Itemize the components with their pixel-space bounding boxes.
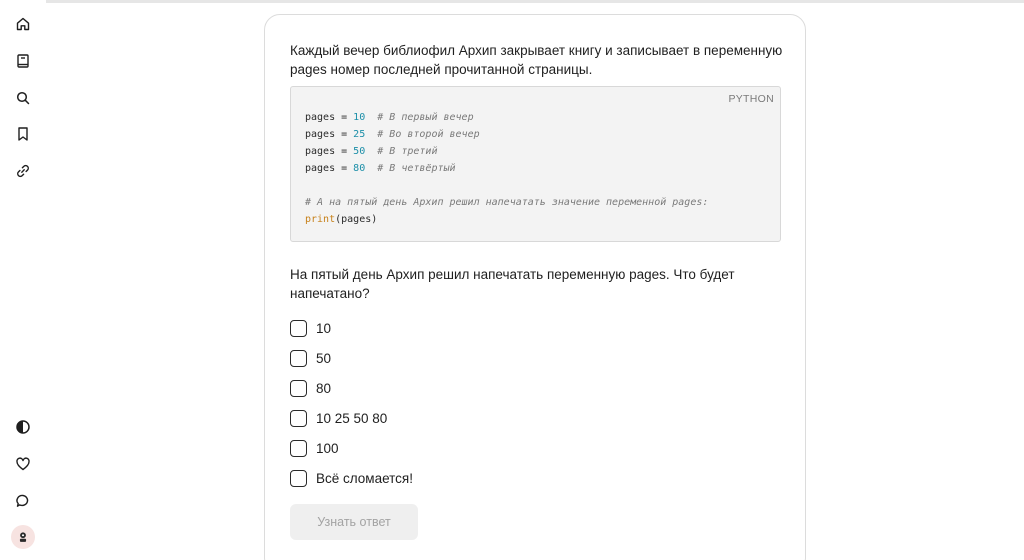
code-print-line: print(pages)	[305, 214, 378, 225]
option-4[interactable]	[290, 408, 387, 428]
link-icon[interactable]	[11, 159, 35, 183]
checkbox[interactable]	[290, 470, 307, 487]
search-icon[interactable]	[11, 86, 35, 110]
option-1[interactable]	[290, 318, 331, 338]
checkbox[interactable]	[290, 320, 307, 337]
code-line: pages = 25 # Во второй вечер	[305, 129, 480, 140]
checkbox[interactable]	[290, 350, 307, 367]
check-answer-button[interactable]: Узнать ответ	[290, 504, 418, 540]
option-label: 10 25 50 80	[316, 410, 388, 426]
option-label: 50	[316, 350, 332, 366]
code-line: pages = 50 # В третий	[305, 146, 438, 157]
home-icon[interactable]	[11, 12, 35, 36]
task-card	[264, 14, 806, 560]
comment-icon[interactable]	[11, 489, 35, 513]
option-5[interactable]	[290, 438, 339, 458]
code-comment-line: # А на пятый день Архип решил напечатать значение переменной pages:	[305, 197, 709, 208]
bookmark-icon[interactable]	[11, 122, 35, 146]
theme-contrast-icon[interactable]	[11, 415, 35, 439]
heart-icon[interactable]	[11, 452, 35, 476]
top-divider	[46, 0, 1024, 3]
code-content	[305, 109, 708, 228]
avatar[interactable]	[11, 525, 35, 549]
sidebar	[0, 0, 46, 560]
option-2[interactable]	[290, 348, 331, 368]
option-label: 100	[316, 440, 339, 456]
code-block	[290, 86, 781, 242]
code-line: pages = 80 # В четвёртый	[305, 163, 456, 174]
option-3[interactable]	[290, 378, 331, 398]
checkbox[interactable]	[290, 410, 307, 427]
checkbox[interactable]	[290, 440, 307, 457]
book-icon[interactable]	[11, 49, 35, 73]
user-avatar-icon	[16, 530, 30, 544]
option-label: Всё сломается!	[316, 470, 413, 486]
checkbox[interactable]	[290, 380, 307, 397]
option-6[interactable]	[290, 468, 413, 488]
task-intro: Каждый вечер библиофил Архип закрывает книгу и записывает в переменную pages номер последней прочитанной страницы.	[290, 43, 783, 77]
question-text: На пятый день Архип решил напечатать переменную pages. Что будет напечатано?	[290, 267, 735, 301]
code-language-label: PYTHON	[728, 93, 774, 105]
option-label: 80	[316, 380, 332, 396]
code-line: pages = 10 # В первый вечер	[305, 112, 474, 123]
option-label: 10	[316, 320, 332, 336]
